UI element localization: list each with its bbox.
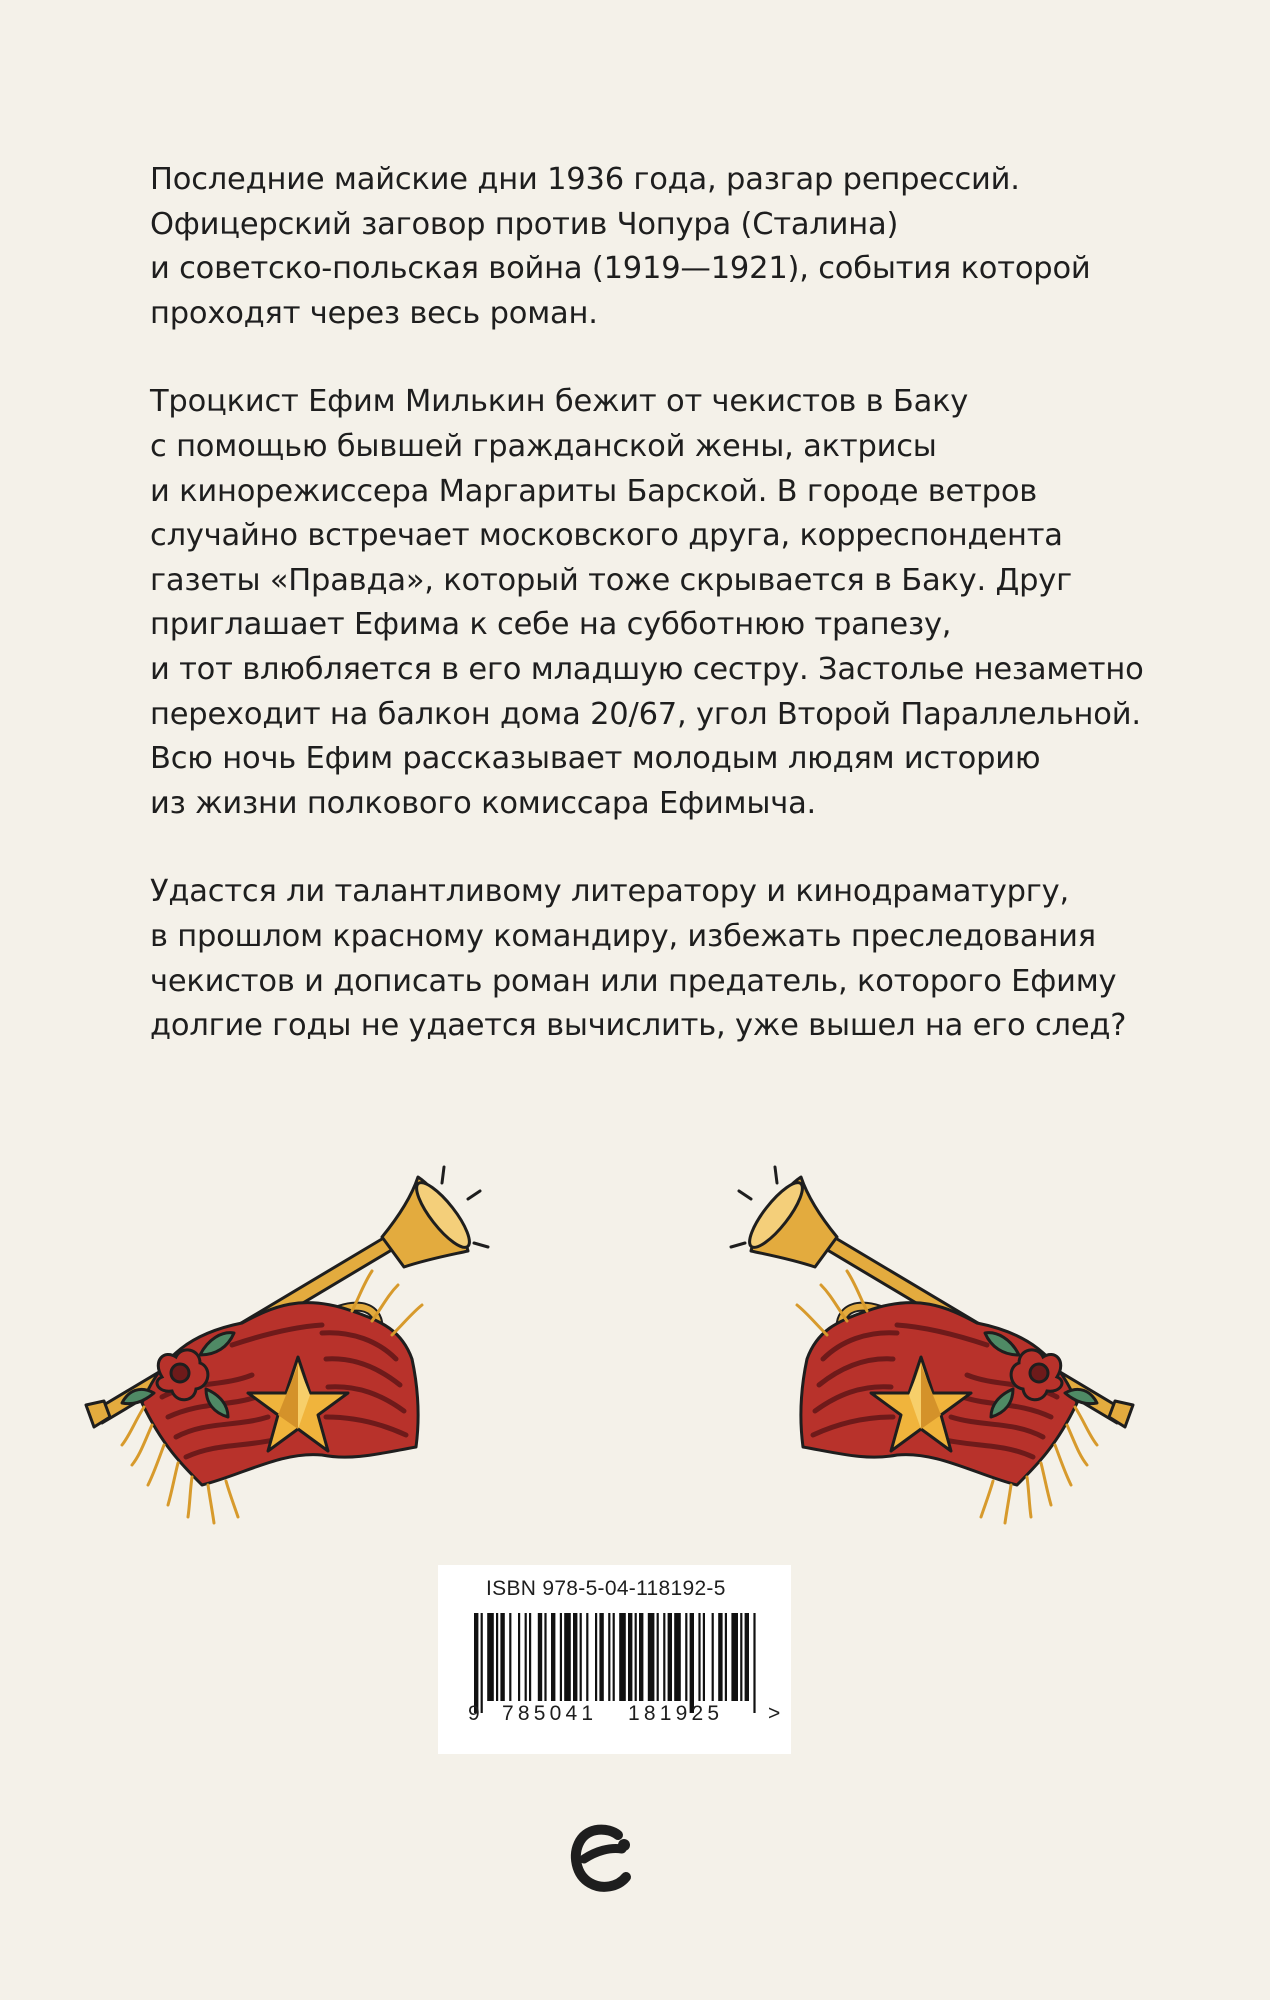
barcode-bar	[525, 1613, 527, 1701]
description-line: случайно встречает московского друга, корреспондента	[150, 518, 1063, 554]
barcode-digit-group-1: 785041	[502, 1702, 598, 1725]
barcode-bar	[639, 1613, 643, 1701]
description-line: в прошлом красному командиру, избежать преследования	[150, 918, 1096, 954]
description-paragraph-1	[150, 158, 1150, 336]
description-paragraph-3	[150, 870, 1150, 1048]
description-line: приглашает Ефима к себе на субботнюю трапезу,	[150, 607, 952, 643]
description-line: и кинорежиссера Маргариты Барской. В городе ветров	[150, 473, 1038, 509]
description-line: проходят через весь роман.	[150, 295, 598, 331]
barcode-bar	[580, 1613, 582, 1701]
barcode-bar	[518, 1613, 520, 1701]
barcode-bar	[608, 1613, 610, 1701]
barcode-bar	[538, 1613, 542, 1701]
barcode-bar	[586, 1613, 588, 1701]
description-line: долгие годы не удается вычислить, уже вышел на его след?	[150, 1008, 1127, 1044]
barcode-bar	[663, 1613, 665, 1701]
description-line: переходит на балкон дома 20/67, угол Второй Параллельной.	[150, 696, 1141, 732]
trumpet-banner-illustration-right	[727, 1155, 1137, 1535]
barcode-bar	[599, 1613, 603, 1701]
barcode-bar	[560, 1613, 562, 1701]
barcode-bar	[668, 1613, 672, 1701]
description-line: чекистов и дописать роман или предатель, которого Ефиму	[150, 963, 1117, 999]
barcode-bar	[628, 1613, 632, 1701]
trumpet-banner-illustration-left	[82, 1155, 492, 1535]
barcode-bar	[619, 1613, 626, 1701]
barcode-bar	[731, 1613, 738, 1701]
barcode-bar	[648, 1613, 655, 1701]
barcode-bar	[613, 1613, 615, 1701]
barcode-bar	[509, 1613, 511, 1701]
description-line: Удастся ли талантливому литератору и кинодраматургу,	[150, 874, 1069, 910]
description-line: Последние майские дни 1936 года, разгар репрессий.	[150, 162, 1020, 197]
barcode-bar	[674, 1613, 681, 1701]
barcode-bar	[551, 1613, 555, 1701]
trumpet-banner-icon	[727, 1155, 1137, 1535]
book-description	[150, 158, 1150, 1093]
barcode-bar	[712, 1613, 714, 1701]
barcode-bar	[685, 1613, 687, 1701]
barcode-digit-first: 9	[468, 1702, 480, 1725]
barcode-bar	[703, 1613, 705, 1701]
description-line: Троцкист Ефим Милькин бежит от чекистов в Баку	[150, 384, 969, 420]
trumpet-banner-icon	[82, 1155, 492, 1535]
barcode-bar	[529, 1613, 531, 1701]
barcode-digit-group-2: 181925	[628, 1702, 724, 1725]
eksmo-logo-icon	[560, 1815, 645, 1900]
barcode-bar	[500, 1613, 504, 1701]
barcode-bar	[487, 1613, 494, 1701]
isbn-barcode-block	[438, 1565, 791, 1754]
barcode-bar	[496, 1613, 498, 1701]
barcode-digit-end: >	[768, 1702, 781, 1725]
description-line: Всю ночь Ефим рассказывает молодым людям историю	[150, 741, 1041, 777]
description-line: и тот влюбляется в его младшую сестру. Застолье незаметно	[150, 651, 1144, 687]
barcode-bar	[657, 1613, 659, 1701]
barcode-bar	[544, 1613, 546, 1701]
barcode-bar	[595, 1613, 597, 1701]
description-line: из жизни полкового комиссара Ефимыча.	[150, 785, 817, 821]
description-line: газеты «Правда», который тоже скрывается в Баку. Друг	[150, 562, 1072, 598]
description-paragraph-2	[150, 380, 1150, 826]
barcode-bar	[718, 1613, 722, 1701]
barcode-digits	[468, 1695, 781, 1731]
barcode-bar	[740, 1613, 742, 1701]
barcode-bar	[573, 1613, 577, 1701]
barcode-bar	[698, 1613, 700, 1701]
barcode-bar	[725, 1613, 727, 1701]
barcode-bar	[564, 1613, 571, 1701]
barcode-bar	[745, 1613, 749, 1701]
description-line: и советско-польская война (1919—1921), события которой	[150, 251, 1091, 287]
description-line: Офицерский заговор против Чопура (Сталина)	[150, 206, 899, 242]
barcode-bar	[635, 1613, 637, 1701]
isbn-label: ISBN 978-5-04-118192-5	[486, 1577, 726, 1600]
description-line: с помощью бывшей гражданской жены, актрисы	[150, 428, 937, 464]
